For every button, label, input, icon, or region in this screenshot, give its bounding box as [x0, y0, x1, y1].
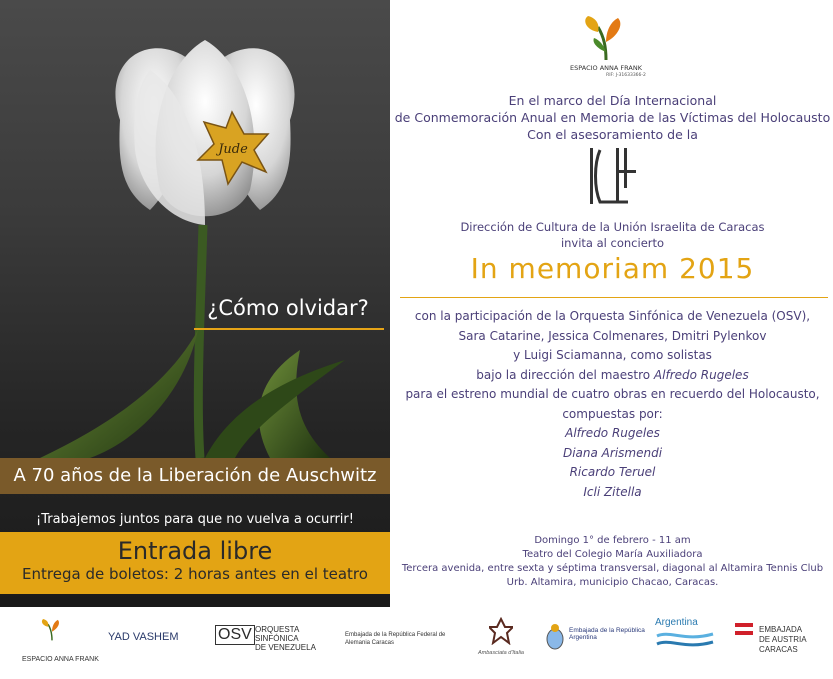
italy-emblem-icon — [489, 617, 513, 645]
osv-icon: OSV — [215, 625, 255, 645]
sponsor-austria — [735, 617, 830, 669]
sponsor-anna-frank — [22, 617, 102, 669]
concert-title: In memoriam 2015 — [470, 252, 755, 285]
title-divider — [400, 297, 828, 298]
details-line: Sara Catarine, Jessica Colmenares, Dmitri Pylenkov — [458, 328, 767, 343]
anna-frank-rif: RIF: J-31633366-2 — [606, 73, 646, 78]
composer-name: Diana Arismendi — [562, 445, 663, 460]
premiere-line: para el estreno mundial de cuatro obras en recuerdo del Holocausto, — [405, 387, 820, 401]
sponsor-label: ORQUESTA — [255, 625, 300, 634]
sponsor-label: YAD VASHEM — [108, 631, 179, 643]
slogan: ¿Cómo olvidar? — [207, 296, 369, 320]
intro-text — [392, 92, 833, 143]
event-address: Urb. Altamira, municipio Chacao, Caracas. — [506, 577, 719, 588]
argentina-wave-icon — [655, 628, 715, 650]
anna-frank-logo — [566, 12, 646, 82]
anniversary-band: A 70 años de la Liberación de Auschwitz — [0, 458, 390, 494]
sponsor-yad-vashem — [108, 617, 208, 669]
details-line: y Luigi Sciamanna, como solistas — [513, 348, 712, 362]
director-prefix: bajo la dirección del maestro — [476, 367, 651, 382]
event-date: Domingo 1° de febrero - 11 am — [534, 535, 691, 546]
composers-label: compuestas por: — [562, 406, 663, 421]
sponsor-label: DE AUSTRIA — [759, 635, 807, 644]
details-line: con la participación de la Orquesta Sinfónica de Venezuela (OSV), — [414, 309, 811, 323]
sponsor-label: EMBAJADA — [759, 625, 803, 634]
entry-band — [0, 532, 390, 594]
call-to-action: ¡Trabajemos juntos para que no vuelva a ocurrir! — [36, 512, 354, 527]
invite-line: invita al concierto — [560, 236, 665, 250]
intro-line: En el marco del Día Internacional — [508, 93, 717, 108]
sponsor-argentina-embassy — [545, 617, 645, 669]
slogan-underline — [194, 328, 384, 330]
argentina-emblem-icon — [545, 623, 565, 651]
sponsor-germany — [345, 617, 455, 669]
sponsor-label: CARACAS — [759, 645, 798, 654]
intro-line: Con el asesoramiento de la — [527, 127, 698, 142]
director-line — [392, 366, 833, 386]
invitation-panel — [392, 0, 833, 607]
austria-flag-icon — [735, 623, 753, 635]
sponsor-label: Argentina — [655, 617, 698, 628]
osv-name — [255, 625, 316, 652]
entry-subtitle: Entrega de boletos: 2 horas antes en el teatro — [22, 565, 368, 583]
austria-text — [759, 625, 807, 655]
composer-name: Alfredo Rugeles — [565, 426, 660, 440]
direction-line: Dirección de Cultura de la Unión Israelita de Caracas — [460, 220, 765, 234]
sponsor-label: Embajada de la República Argentina — [569, 627, 645, 641]
direction-text — [392, 219, 833, 251]
intro-line: de Conmemoración Anual en Memoria de las Víctimas del Holocausto — [394, 110, 831, 125]
star-label: Jude — [218, 142, 248, 157]
sponsor-italy — [466, 617, 536, 669]
concert-details — [392, 307, 833, 502]
entry-title: Entrada libre — [117, 537, 273, 565]
poster-panel — [0, 0, 390, 607]
ucl-logo-icon — [582, 144, 642, 208]
composer-name: Ricardo Teruel — [569, 465, 656, 479]
sponsor-label: Embajada de la República Federal de Alemania Caracas — [345, 632, 446, 646]
sponsor-argentina — [655, 617, 725, 669]
tree-icon — [32, 617, 72, 651]
director-name: Alfredo Rugeles — [653, 367, 749, 382]
event-info — [392, 534, 833, 590]
sponsor-osv — [215, 617, 335, 669]
sponsor-label: ESPACIO ANNA FRANK — [22, 656, 99, 663]
event-venue: Teatro del Colegio María Auxiliadora — [522, 549, 703, 560]
sponsor-label: Ambasciata d'Italia — [478, 650, 524, 656]
sponsor-bar — [0, 607, 833, 679]
sponsor-label: DE VENEZUELA — [255, 643, 316, 652]
sponsor-label: SINFÓNICA — [255, 634, 299, 643]
anna-frank-name: ESPACIO ANNA FRANK — [570, 64, 642, 72]
composer-name: Icli Zitella — [583, 484, 642, 499]
event-address: Tercera avenida, entre sexta y séptima transversal, diagonal al Altamira Tennis Club — [401, 563, 824, 574]
